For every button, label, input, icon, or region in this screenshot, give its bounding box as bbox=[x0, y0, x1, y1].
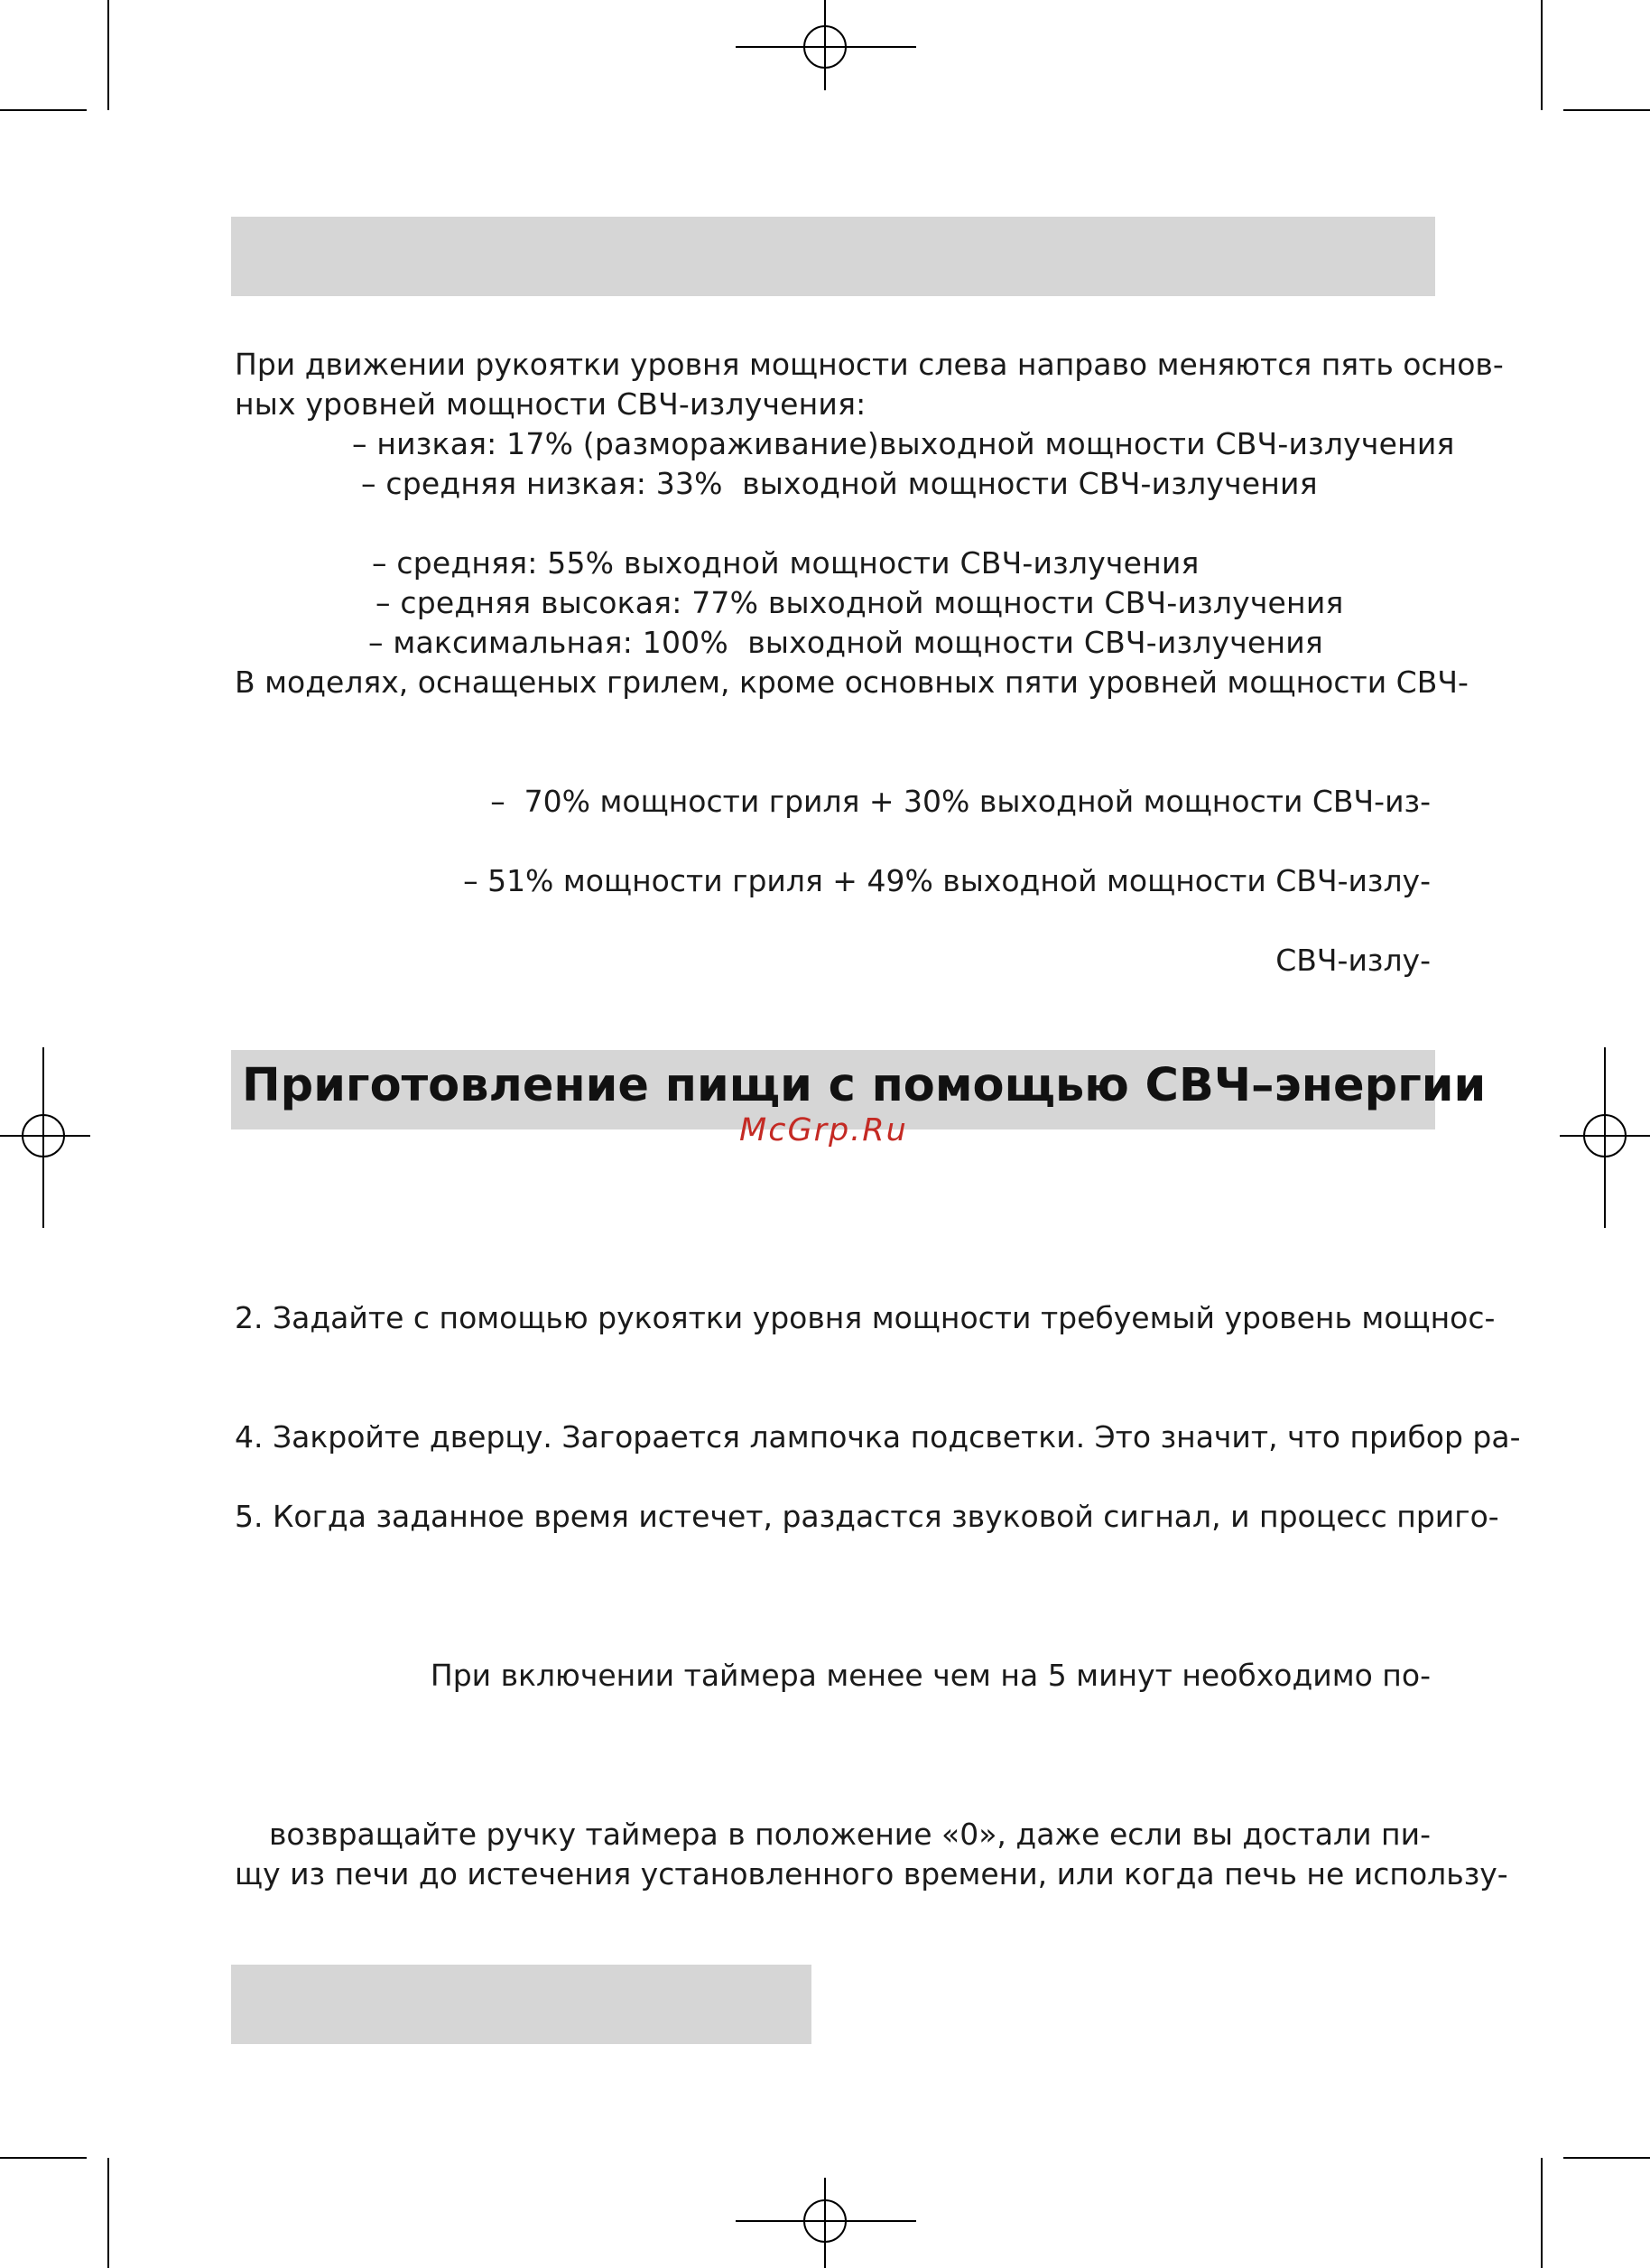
step-item: 5. Когда заданное время истечет, раздастся звуковой сигнал, и процесс приго- bbox=[235, 1499, 1499, 1534]
intro-line: ных уровней мощности СВЧ-излучения: bbox=[235, 386, 867, 422]
crop-mark bbox=[107, 0, 109, 110]
power-level-item: – максимальная: 100% выходной мощности СВЧ-излучения bbox=[368, 625, 1323, 660]
header-bar bbox=[231, 217, 1435, 296]
intro-line: При движении рукоятки уровня мощности слева направо меняются пять основ- bbox=[235, 347, 1504, 382]
footer-bar bbox=[231, 1965, 811, 2044]
registration-mark-icon bbox=[736, 0, 916, 90]
registration-mark-icon bbox=[1560, 1047, 1650, 1228]
crop-mark bbox=[1563, 109, 1650, 111]
power-level-item: – низкая: 17% (размораживание)выходной мощности СВЧ-излучения bbox=[352, 426, 1455, 461]
crop-mark bbox=[1563, 2157, 1650, 2159]
step-item: 2. Задайте с помощью рукоятки уровня мощности требуемый уровень мощнос- bbox=[235, 1300, 1496, 1335]
timer-note: При включении таймера менее чем на 5 минут необходимо по- bbox=[430, 1658, 1431, 1693]
grill-intro: В моделях, оснащеных грилем, кроме основных пяти уровней мощности СВЧ- bbox=[235, 665, 1469, 700]
crop-mark bbox=[1541, 0, 1543, 110]
crop-mark bbox=[107, 2158, 109, 2268]
registration-mark-icon bbox=[0, 1047, 90, 1228]
return-note-line: возвращайте ручку таймера в положение «0», даже если вы достали пи- bbox=[268, 1817, 1431, 1852]
section-heading: Приготовление пищи с помощью СВЧ–энергии bbox=[242, 1059, 1487, 1112]
crop-mark bbox=[0, 109, 87, 111]
crop-mark bbox=[1541, 2158, 1543, 2268]
grill-level-item: – 51% мощности гриля + 49% выходной мощности СВЧ-излу- bbox=[463, 863, 1431, 898]
power-level-item: – средняя: 55% выходной мощности СВЧ-излучения bbox=[372, 545, 1200, 581]
step-item: 4. Закройте дверцу. Загорается лампочка подсветки. Это значит, что прибор ра- bbox=[235, 1419, 1521, 1455]
registration-mark-icon bbox=[736, 2178, 916, 2268]
power-level-item: – средняя высокая: 77% выходной мощности СВЧ-излучения bbox=[375, 585, 1344, 620]
crop-mark bbox=[0, 2157, 87, 2159]
power-level-item: – средняя низкая: 33% выходной мощности СВЧ-излучения bbox=[361, 466, 1318, 501]
grill-level-item: СВЧ-излу- bbox=[1275, 943, 1431, 978]
return-note-line: щу из печи до истечения установленного времени, или когда печь не использу- bbox=[235, 1856, 1508, 1892]
grill-level-item: – 70% мощности гриля + 30% выходной мощности СВЧ-из- bbox=[490, 784, 1431, 819]
watermark-text: McGrp.Ru bbox=[739, 1112, 908, 1148]
